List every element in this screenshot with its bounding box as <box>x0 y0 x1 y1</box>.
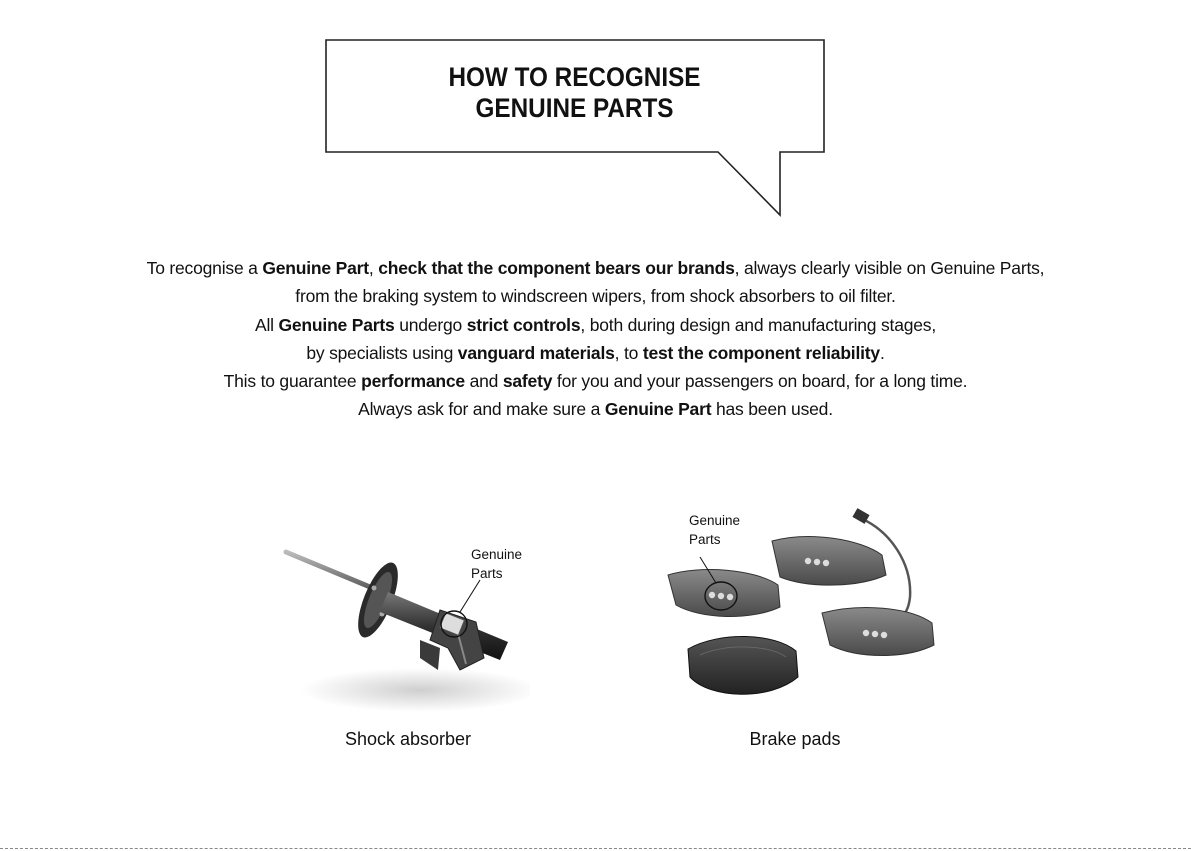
body-paragraph <box>30 254 1161 424</box>
body-emphasis: vanguard materials <box>457 342 615 363</box>
page-title <box>351 62 798 124</box>
body-run: has been used. <box>711 399 833 420</box>
body-emphasis: strict controls <box>466 314 581 335</box>
body-run: by specialists using <box>306 342 458 363</box>
body-emphasis: check that the component bears our brands <box>378 258 735 278</box>
body-run: All <box>254 314 279 335</box>
body-run: , to <box>614 342 643 363</box>
shock-genuine-parts-label <box>471 545 522 583</box>
brake-genuine-parts-label <box>689 511 740 549</box>
body-run: for you and your passengers on board, for a long time. <box>552 371 968 392</box>
body-run: , both during design and manufacturing stages, <box>580 314 937 335</box>
shock-absorber-caption: Shock absorber <box>344 729 472 749</box>
body-run: To recognise a <box>146 258 263 278</box>
body-run: , <box>368 258 379 278</box>
body-run: from the braking system to windscreen wipers, from shock absorbers to oil filter. <box>295 286 896 307</box>
body-emphasis: Genuine Part <box>604 399 712 420</box>
body-line <box>30 311 1161 339</box>
shock-label-line-1: Genuine <box>471 547 523 562</box>
body-line <box>30 254 1161 282</box>
body-emphasis: test the component reliability <box>642 342 880 363</box>
brake-pads-caption: Brake pads <box>749 729 841 749</box>
body-emphasis: performance <box>361 371 465 392</box>
brake-label-line-1: Genuine <box>689 513 741 528</box>
body-run: and <box>464 371 503 392</box>
body-emphasis: Genuine Part <box>262 258 369 278</box>
body-run: . <box>879 342 885 363</box>
body-run: , always clearly visible on Genuine Parts, <box>734 258 1045 278</box>
body-emphasis: Genuine Parts <box>278 314 395 335</box>
body-line <box>30 395 1161 423</box>
body-line <box>30 339 1161 367</box>
title-line-1: HOW TO RECOGNISE <box>448 62 701 92</box>
page-bottom-divider <box>0 848 1191 849</box>
body-emphasis: safety <box>502 371 553 392</box>
brake-label-line-2: Parts <box>689 532 721 547</box>
title-line-2: GENUINE PARTS <box>475 93 674 123</box>
shock-label-line-2: Parts <box>471 566 503 581</box>
body-line <box>30 367 1161 395</box>
body-run: undergo <box>394 314 467 335</box>
body-run: This to guarantee <box>223 371 362 392</box>
body-line <box>30 282 1161 310</box>
body-run: Always ask for and make sure a <box>358 399 605 420</box>
